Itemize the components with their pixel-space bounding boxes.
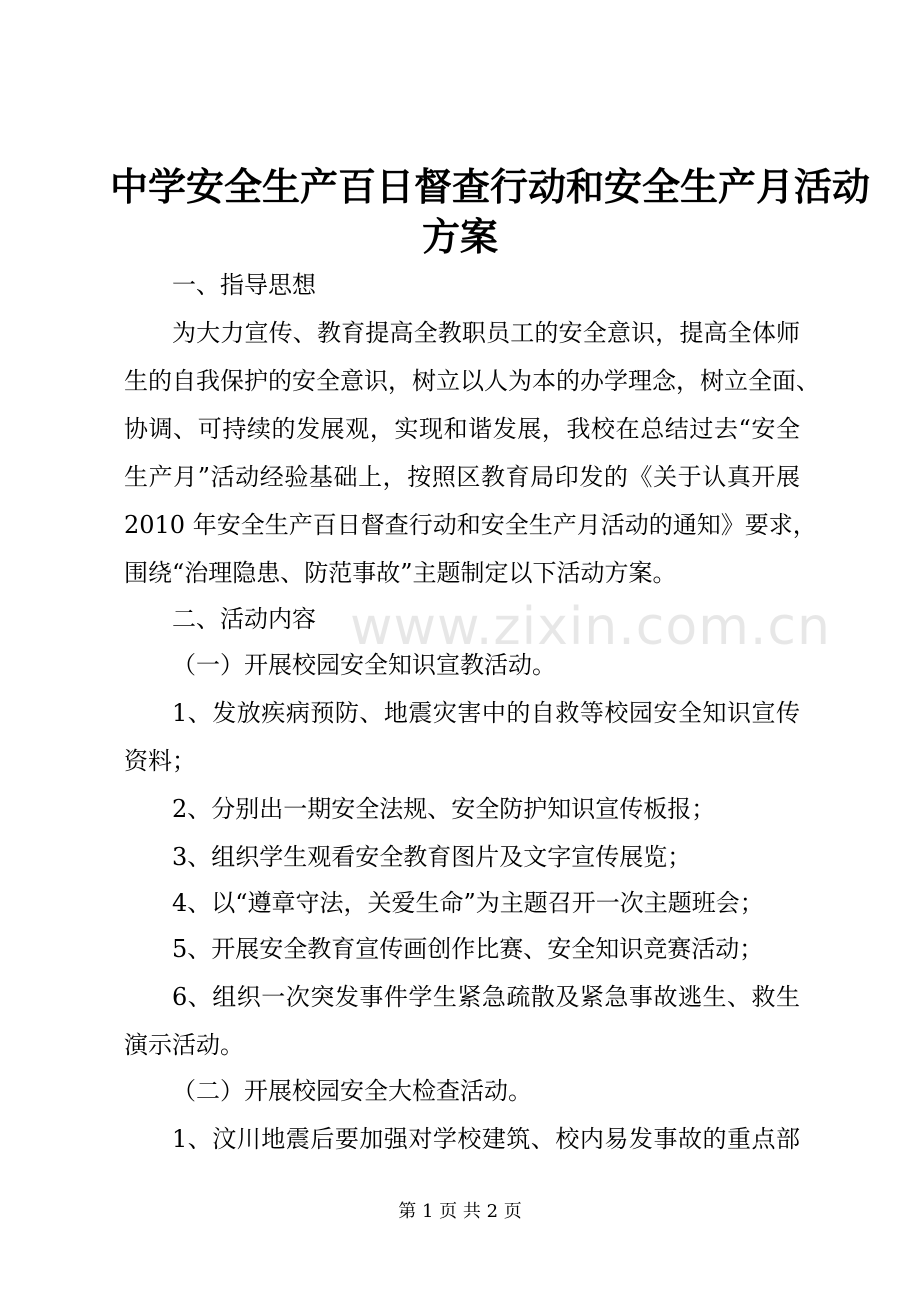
watermark: www.zixin.com.cn: [350, 597, 831, 657]
list-item: 5、开展安全教育宣传画创作比赛、安全知识竞赛活动；: [172, 935, 764, 963]
list-item: 2、分别出一期安全法规、安全防护知识宣传板报；: [172, 795, 716, 823]
list-item: 6、组织一次突发事件学生紧急疏散及紧急事故逃生、救生: [172, 983, 800, 1011]
document-title-line-1: 中学安全生产百日督查行动和安全生产月活动: [110, 164, 871, 209]
paragraph-line: 生产月”活动经验基础上，按照区教育局印发的《关于认真开展: [124, 463, 800, 491]
list-item: 1、发放疾病预防、地震灾害中的自救等校园安全知识宣传: [172, 699, 800, 727]
paragraph-line: 围绕“治理隐患、防范事故”主题制定以下活动方案。: [124, 559, 677, 587]
subsection-heading-1: （一）开展校园安全知识宣教活动。: [172, 651, 556, 679]
paragraph-line: 生的自我保护的安全意识，树立以人为本的办学理念，树立全面、: [124, 367, 820, 395]
paragraph-line: 为大力宣传、教育提高全教职员工的安全意识，提高全体师: [172, 319, 800, 347]
section-heading-guiding-ideology: 一、指导思想: [172, 271, 316, 299]
paragraph-line: 2010 年安全生产百日督查行动和安全生产月活动的通知》要求，: [124, 511, 817, 539]
list-item: 1、汶川地震后要加强对学校建筑、校内易发事故的重点部: [172, 1125, 800, 1153]
document-title-line-2: 方案: [421, 214, 498, 259]
page-footer: 第 1 页 共 2 页: [398, 1201, 522, 1222]
list-item-continuation: 资料；: [124, 747, 196, 775]
section-heading-activity-content: 二、活动内容: [172, 605, 316, 633]
subsection-heading-2: （二）开展校园安全大检查活动。: [172, 1077, 532, 1105]
list-item: 4、以“遵章守法，关爱生命”为主题召开一次主题班会；: [172, 889, 764, 917]
list-item: 3、组织学生观看安全教育图片及文字宣传展览；: [172, 843, 692, 871]
list-item-continuation: 演示活动。: [124, 1031, 244, 1059]
paragraph-line: 协调、可持续的发展观，实现和谐发展，我校在总结过去“安全: [124, 415, 800, 443]
